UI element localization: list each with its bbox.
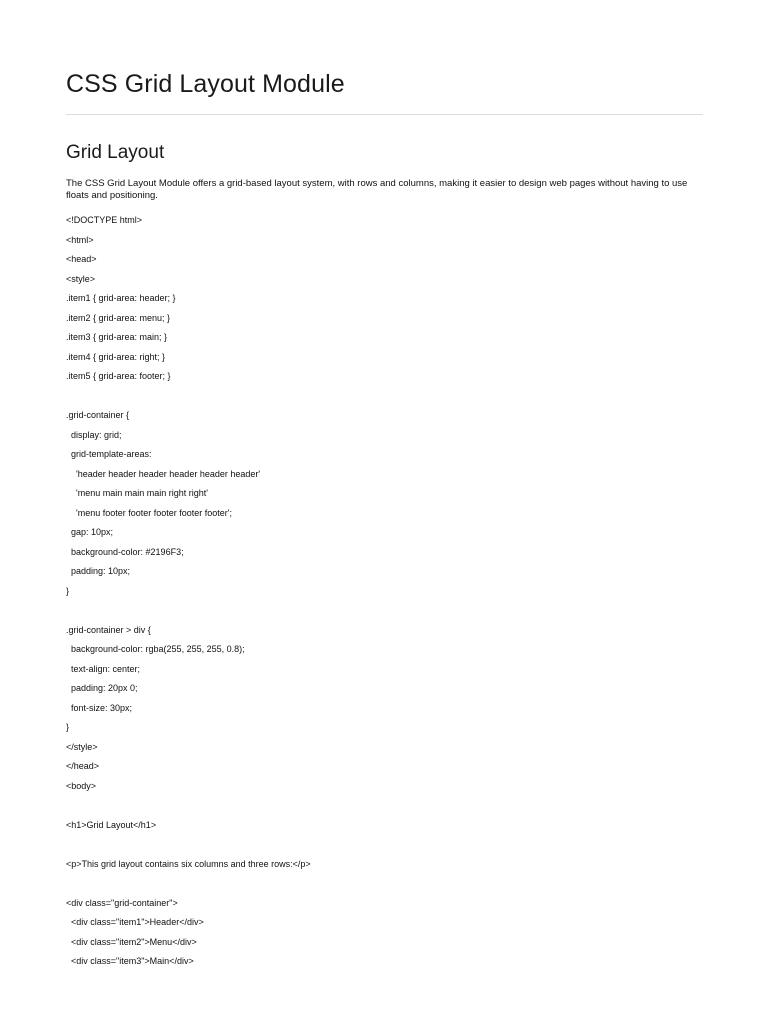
code-line: .item2 { grid-area: menu; } [66, 312, 171, 323]
code-line: 'header header header header header header' [66, 468, 261, 479]
code-line: .item3 { grid-area: main; } [66, 332, 168, 342]
code-line: .item1 { grid-area: header; } [66, 293, 176, 303]
code-line [66, 838, 698, 858]
code-line: text-align: center; [66, 663, 141, 674]
document-title: CSS Grid Layout Module [66, 70, 345, 98]
intro-paragraph: The CSS Grid Layout Module offers a grid-based layout system, with rows and columns, making it easier to design web pages without having to use floats and positioning. [66, 178, 688, 201]
code-line: <p>This grid layout contains six columns and three rows:</p> [66, 858, 311, 869]
code-line: .item5 { grid-area: footer; } [66, 371, 171, 381]
code-line: <div class="grid-container"> [66, 897, 178, 908]
code-line [66, 604, 698, 624]
code-listing [66, 214, 698, 975]
code-line: 'menu footer footer footer footer footer'; [66, 507, 233, 518]
code-line: background-color: rgba(255, 255, 255, 0.8); [66, 644, 245, 654]
code-line: <h1>Grid Layout</h1> [66, 819, 157, 830]
title-divider [66, 114, 703, 115]
code-line: <body> [66, 780, 97, 791]
code-line [66, 390, 698, 410]
code-line: font-size: 30px; [66, 702, 133, 713]
code-line: <head> [66, 254, 97, 264]
code-line: <div class="item3">Main</div> [66, 956, 194, 966]
code-line: <div class="item2">Menu</div> [66, 936, 197, 947]
code-line: 'menu main main main right right' [66, 488, 208, 498]
code-line: .grid-container > div { [66, 624, 151, 635]
code-line: display: grid; [66, 429, 122, 440]
code-line: } [66, 585, 70, 596]
code-line: background-color: #2196F3; [66, 546, 184, 557]
code-line: <style> [66, 273, 96, 284]
code-line: padding: 10px; [66, 566, 131, 576]
code-line: .item4 { grid-area: right; } [66, 351, 166, 362]
code-line [66, 799, 698, 819]
code-line: } [66, 722, 70, 732]
section-heading: Grid Layout [66, 142, 165, 163]
code-line: <html> [66, 234, 94, 245]
code-line: <div class="item1">Header</div> [66, 917, 204, 927]
code-line: </head> [66, 761, 100, 771]
code-line: <!DOCTYPE html> [66, 215, 143, 225]
code-line: gap: 10px; [66, 527, 114, 537]
code-line [66, 877, 698, 897]
code-line: padding: 20px 0; [66, 683, 138, 693]
code-line: .grid-container { [66, 410, 130, 420]
code-line: grid-template-areas: [66, 449, 152, 459]
code-line: </style> [66, 741, 98, 752]
